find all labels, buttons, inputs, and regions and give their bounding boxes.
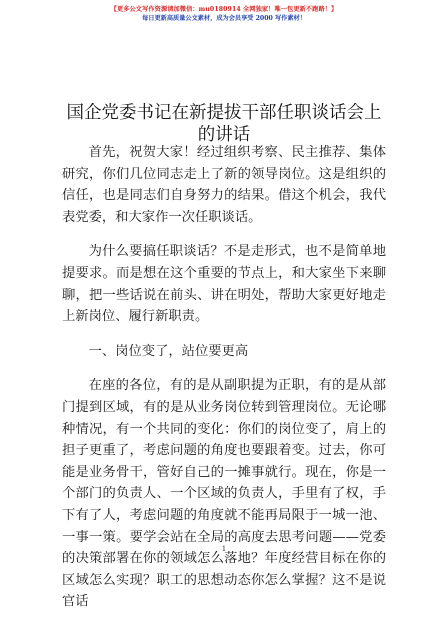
paragraph-greeting: 首先，祝贺大家！经过组织考察、民主推荐、集体研究，你们几位同志走上了新的领导岗位。这是组织的信任，也是同志们自身努力的结果。借这个机会，我代表党委，和大家作一次任职谈话。 — [62, 145, 386, 225]
promo-banner — [0, 5, 448, 23]
document-title: 国企党委书记在新提拔干部任职谈话会上的讲话 — [66, 102, 382, 145]
promo-banner-line2: 每日更新高质量公文素材，成为会员享受 2000 写作素材！ — [142, 15, 306, 22]
paragraph-purpose: 为什么要搞任职谈话？不是走形式，也不是简单地提要求。而是想在这个重要的节点上，和大家坐下来聊聊，把一些话说在前头、讲在明处，帮助大家更好地走上新岗位、履行新职责。 — [62, 244, 386, 325]
promo-banner-line1: 【更多公文写作资源请加微信：mu0180914 全网独家！唯一包更新不跑路！】 — [110, 6, 338, 13]
paragraph-section-1: 在座的各位，有的是从副职提为正职，有的是从部门提到区域，有的是从业务岗位转到管理岗位。无论哪种情况，有一个共同的变化：你们的岗位变了，肩上的担子更重了，考虑问题的角度也要跟着变。过去，你可能是业务骨干，管好自己的一摊事就行。现在，你是一个部门的负责人、一个区域的负责人，手里有了权，手下有了人，考虑问题的角度就不能再局限于一城一池、一事一策。要学会站在全局的高度去思考问题——党委的决策部署在你的领域怎么落地？年度经营目标在你的区域怎么实现？职工的思想动态你怎么掌握？这不是说官话 — [62, 378, 386, 610]
section-heading-1: 一、岗位变了，站位要更高 — [88, 343, 249, 359]
page-number: 1 — [221, 545, 227, 553]
document-body — [62, 142, 386, 626]
